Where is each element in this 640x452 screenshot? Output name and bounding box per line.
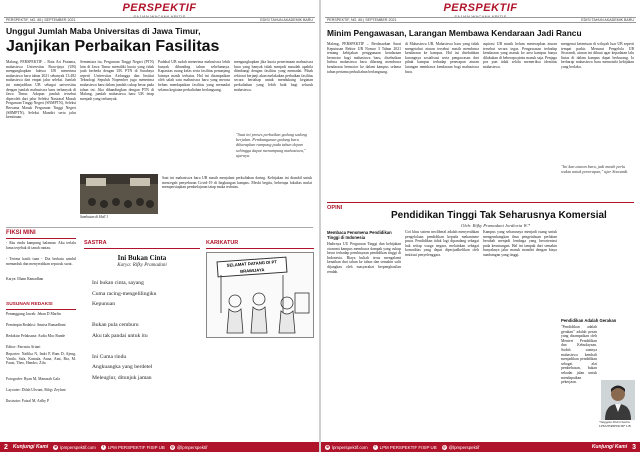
article-column-1: Malang, PERSPEKTIF – Rata Ari Pratama, mahasiswa Universitas Brawijaya (UB) mengungkapkan bahwa UB menerima mahasiswa baru tahun 2021 sebanyak 13.482 mahasiswa dari empat jalur seleksi. Jumlah ini menjadikan UB sebagai universitas dengan jumlah mahasiswa baru terbanyak di Jawa Timur. Adapun jumlah tersebut diperoleh dari jalur Seleksi Nasional Masuk Perguruan Tinggi Negeri (SNMPTN), Seleksi Bersama Masuk Perguruan Tinggi Negeri (SBMPTN), Seleksi Mandiri serta jalur kemitraan.: [6, 60, 76, 120]
website-link[interactable]: ⊕ lpmperspektif.com: [326, 444, 368, 450]
author-caption: *Anggota Divisi Sastra LPM PERSPEKTIF UB: [599, 420, 631, 428]
facebook-link[interactable]: f LPM PERSPEKTIF FISIP UB: [374, 444, 437, 450]
article-column-3: Padahal UB sudah menerima mahasiswa lebih banyak dibanding tahun sebelumnya. Kapasitas ruang kelas serta fasilitas penunjang lainnya masih terbatas. Hal ini disampaikan oleh salah satu mahasiswa baru yang merasa belum mendapatkan fasilitas yang memadai selama kegiatan perkuliahan berlangsung.: [158, 60, 230, 92]
edition-info: EDISI TAHUN AKADEMIK BARU: [260, 18, 313, 22]
masthead-tagline: SAJIAN WACANA KRITIS: [133, 14, 186, 19]
poem-line: [92, 341, 196, 352]
article-column-2: Sementara itu, Perguruan Tinggi Negeri (PTN) lain di Jawa Timur memiliki kuota yang tidak jauh berbeda dengan UB. PTN di Surabaya seperti Universitas Airlangga dan Institut Teknologi Sepuluh Nopember juga menerima mahasiswa baru dalam jumlah cukup besar pada tahun ini. Jika dibandingkan dengan PTN di Malang, jumlah mahasiswa baru UB tetap menjadi yang terbanyak.: [80, 60, 154, 101]
article-column-4: mengenai ketentuan di wilayah luar UB seperti tempat parkir. Menurut Pengelola UB Siswandi, aturan ini dibuat agar kepadatan lalu lintas di dalam kampus dapat berkurang. Ia berharap mahasiswa baru mematuhi kebijakan yang berlaku.: [561, 42, 634, 69]
redaksi-line: Redaktur Pelaksana: Asdia Mac Rande: [6, 334, 66, 338]
article-headline: Janjikan Perbaikan Fasilitas: [6, 38, 220, 55]
fiksi-mini-box: [6, 230, 76, 302]
left-footer: [0, 442, 319, 452]
poem-line: Meleuglur, ditunjuk jaman: [92, 374, 152, 381]
opini-author: Oleh: Rifky Pramadani Jordiorta W.*: [461, 223, 531, 228]
opini-column-2: Ciri khas sistem neoliberal adalah menyerahkan pengelolaan pendidikan kepada mekanisme pasar. Pendidikan tidak lagi dipandang sebagai hak setiap warga negara, melainkan sebagai komoditas yang dapat diperjualbelikan oleh institusi penyelenggara.: [405, 230, 479, 257]
poem-body: [92, 278, 196, 383]
sastra-section: SASTRA: [84, 240, 107, 246]
cartoon-drawing: [207, 253, 315, 339]
instagram-link[interactable]: ◎ @lpmperspektif: [170, 444, 208, 450]
visit-us-label: Kunjungi Kami: [12, 444, 49, 450]
masthead-title: PERSPEKTIF: [122, 2, 197, 14]
left-page: [0, 0, 319, 452]
issue-info: PERSPEKTIF, NO. 85 | SEPTEMBER 2021: [327, 18, 397, 22]
pull-quote: "Saat ini proses perbaikan gedung sedang berjalan. Pembangunan gedung baru diharapkan rampung pada tahun depan sehingga dapat menampung mahasiswa," ujarnya.: [236, 132, 307, 158]
susunan-rule: [6, 309, 76, 310]
redaksi-line: Ilustrator: Faisal M, Arfhy P: [6, 399, 50, 403]
opini-column-3: Kampus yang seharusnya menjadi ruang untuk mengembangkan ilmu pengetahuan perlahan berubah menjadi lembaga yang berorientasi pada keuntungan. Hal ini tampak dari semakin banyaknya jalur masuk mandiri dengan biaya sumbangan yang tinggi.: [483, 230, 557, 257]
cartoon-banner: SELAMAT DATANG DI PT BRAWIJAYA: [217, 257, 288, 278]
globe-icon: ⊕: [54, 444, 58, 449]
masthead-tagline: SAJIAN WACANA KRITIS: [454, 14, 507, 19]
visit-us-label: Kunjungi Kami: [591, 444, 628, 450]
poem-line: [92, 310, 196, 321]
page-number: 3: [632, 443, 636, 451]
poem-title: Ini Bukan Cinta: [117, 254, 167, 262]
poem-line: Cuma racing-mengelilingiku: [92, 290, 157, 297]
poem-line: Ini bukan cinta, sayang: [92, 280, 144, 286]
instagram-link[interactable]: ◎ @lpmperspektif: [442, 444, 480, 450]
sastra-box: [84, 240, 200, 435]
website-link[interactable]: ⊕ lpmperspektif.com: [54, 444, 96, 450]
issue-info: PERSPEKTIF, NO. 85 | SEPTEMBER 2021: [6, 18, 76, 22]
pull-quote: "Ini kan aturan baru, jadi masih perlu waktu untuk penerapan," ujar Siswandi.: [561, 164, 629, 175]
instagram-icon: ◎: [442, 444, 446, 449]
poem-line: Ini Cuma rindu: [92, 353, 127, 360]
photo-caption: Sambutan di Hall 1: [80, 215, 109, 219]
article-photo: [80, 174, 158, 214]
karikatur-box: [206, 240, 314, 340]
karikatur-rule: [206, 248, 314, 249]
facebook-icon: f: [102, 444, 104, 449]
poem-line: Bukan pula cemburu: [92, 322, 139, 328]
author-portrait: [601, 380, 635, 420]
article-continued: Saat ini mahasiswa baru UB masih menjalani perkuliahan daring. Kebijakan ini diambil untuk mencegah penyebaran Covid-19 di lingkungan kampus. Meski begitu, beberapa fakultas mulai mempersiapkan pembelajaran tatap muka terbatas.: [162, 176, 312, 190]
masthead-title: PERSPEKTIF: [443, 2, 518, 14]
opini-column-1: Hadirnya UU Perguruan Tinggi dan kebijakan otonomi kampus membawa dampak yang cukup besar terhadap pembiayaan pendidikan tinggi di Indonesia. Biaya kuliah terus mengalami kenaikan dari tahun ke tahun dan semakin sulit dijangkau oleh masyarakat berpenghasilan rendah.: [327, 242, 401, 274]
karikatur-section: KARIKATUR: [206, 240, 239, 246]
page-number: 2: [4, 443, 8, 451]
article-column-3: aspirasi UB masih belum menerapkan aturan tersebut secara tegas. Pengawasan terhadap kendaraan yang masuk ke area kampus hanya dilakukan di beberapa pintu masuk saja. Penjaga pos pun tidak selalu memeriksa identitas mahasiswa.: [483, 42, 557, 69]
article-column-1: Malang, PERSPEKTIF – Berdasarkan Surat Keputusan Rektor UB Nomor 3 Tahun 2021 tentang kebijakan penggunaan kendaraan bermotor bagi mahasiswa baru, disebutkan bahwa mahasiswa baru dilarang membawa kendaraan bermotor ke dalam kampus selama tahun pertama perkuliahan berlangsung.: [327, 42, 401, 74]
article-kicker: Unggul Jumlah Maba Universitas di Jawa Timur,: [6, 26, 201, 36]
issue-bar: [4, 17, 315, 23]
opini-col4-heading: Pendidikan Adalah Gerakan: [561, 318, 617, 323]
instagram-icon: ◎: [170, 444, 174, 449]
fiksi-item: - Aku rindu kampung halaman. Aku terlalu lama terjebak di tanah rantau.: [6, 241, 76, 250]
susunan-redaksi-box: [6, 302, 76, 434]
opini-title: Pendidikan Tinggi Tak Seharusnya Komersial: [391, 210, 607, 221]
opini-rule: [327, 202, 634, 203]
redaksi-line: Editor: Farrasiu Ariani: [6, 345, 41, 349]
divider: [6, 227, 313, 228]
opini-column-4: "Pendidikan adalah gerakan" adalah pesan yang disampaikan oleh Menteri Pendidikan dan Kebudayaan. Sudah saatnya mahasiswa kembali menjadikan pendidikan sebagai alat pembebasan, bukan sekadar jalan untuk mendapatkan pekerjaan.: [561, 325, 597, 385]
opini-subheading: Membaca Fenomena Pendidikan Tinggi di Indonesia: [327, 230, 392, 240]
fiksi-mini-title: FIKSI MINI: [6, 230, 36, 236]
facebook-link[interactable]: f LPM PERSPEKTIF FISIP UB: [102, 444, 165, 450]
right-footer: [321, 442, 640, 452]
poem-line: Kepunuan: [92, 301, 115, 307]
sastra-rule: [84, 248, 200, 249]
cartoon-illustration: [206, 252, 314, 338]
right-page: [321, 0, 640, 452]
redaksi-line: Fotografer: Ryan M, Manasah Gala: [6, 377, 60, 381]
article-column-2: di Mahasiswa UB. Mahasiswa baru yang tidak mengetahui aturan tersebut masih membawa kendaraan ke kampus. Hal ini disebabkan kurangnya sosialisasi serta pengawasan dari pihak kampus terhadap penerapan aturan larangan membawa kendaraan bagi mahasiswa baru.: [405, 42, 479, 74]
facebook-icon: f: [374, 444, 376, 449]
redaksi-line: Pemimpin Redaksi: Annisa Ramadhani: [6, 323, 66, 327]
susunan-title: SUSUNAN REDAKSI: [6, 302, 53, 307]
fiksi-rule: [6, 238, 76, 239]
article-headline: Minim Pengawasan, Larangan Membawa Kendaraan Jadi Rancu: [327, 28, 582, 38]
globe-icon: ⊕: [326, 444, 329, 449]
issue-bar: [325, 17, 636, 23]
author-photo: [601, 380, 635, 420]
poem-line: Angkuangka yang berdetel: [92, 364, 153, 370]
auditorium-photo: [80, 174, 158, 214]
redaksi-line: Penanggung Jawab: Jehan D Marlin: [6, 312, 61, 316]
edition-info: EDISI TAHUN AKADEMIK BARU: [581, 18, 634, 22]
redaksi-line: Reporter: Nailiha N, Indri P, Ram D, Ajeng, Vanila, Safa, Kumala, Anna, Aini, Ria, M. Fauzi, Theo, Hendro, Zifa: [6, 352, 76, 366]
fiksi-item: - Terima kasih tuan - Dia berkata sambil menunduk dan menyerahkan sepucuk surat.: [6, 257, 76, 266]
redaksi-line: Layouter: Difah Ulwani, Rifqy Zeylani: [6, 388, 66, 392]
poem-line: Aku tak pandai untuk itu: [92, 332, 148, 339]
fiksi-author: Karya: Ilham Ramadhan: [6, 277, 44, 281]
article-column-4: mengungkapkan jika kuota penerimaan mahasiswa baru yang banyak tidak menjadi masalah apabila diimbangi dengan fasilitas yang memadai. Pihak rektorat berjanji akan melakukan perbaikan fasilitas secara bertahap untuk mendukung kegiatan perkuliahan yang lebih baik bagi seluruh mahasiswa.: [234, 60, 313, 92]
poem-author: Karya: Rifky Pramadani: [117, 263, 167, 268]
opini-section: OPINI: [327, 205, 343, 211]
